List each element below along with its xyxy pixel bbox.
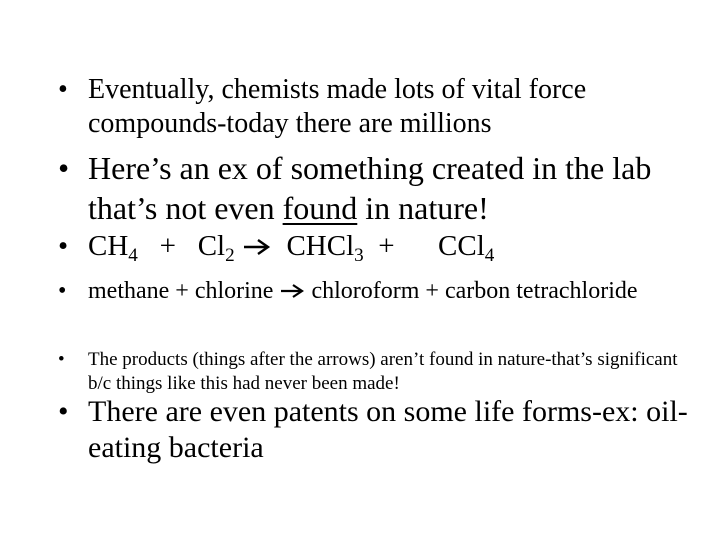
text-after: in nature! <box>357 190 489 226</box>
chlorine-formula: $Cl_2$ <box>197 230 235 267</box>
right-arrow-icon <box>242 238 272 256</box>
plus-sign: + <box>363 230 439 262</box>
bullet-text <box>88 148 698 228</box>
bullet-text <box>88 276 698 307</box>
bullet-text: The products (things after the arrows) aren’t found in nature-that’s significant b/c things like this had never been made! <box>88 349 678 394</box>
text-before: methane + chlorine <box>88 278 280 304</box>
methane-formula: $CH_4$ <box>88 230 138 267</box>
underlined-word: found <box>282 190 358 226</box>
chemical-equation <box>88 229 698 267</box>
bullet-dot: • <box>58 395 69 428</box>
carbon-tetrachloride-formula: CCl$_4$ <box>438 230 495 267</box>
bullet-text: There are even patents on some life forms-ex: oil-eating bacteria <box>88 395 688 464</box>
bullet-dot: • <box>58 230 69 262</box>
plus-sign: + <box>137 230 198 262</box>
bullet-text: Eventually, chemists made lots of vital force compounds-today there are millions <box>88 74 587 139</box>
bullet-dot: • <box>58 349 65 370</box>
text-after: chloroform + carbon tetrachloride <box>305 278 638 304</box>
text-before: Here’s an ex of something created in the lab that’s not even <box>88 150 652 226</box>
bullet-dot: • <box>58 74 68 105</box>
bullet-dot: • <box>58 150 70 186</box>
chloroform-formula: CHCl$_3$ <box>286 230 364 267</box>
bullet-dot: • <box>58 278 67 304</box>
right-arrow-icon <box>279 283 305 299</box>
